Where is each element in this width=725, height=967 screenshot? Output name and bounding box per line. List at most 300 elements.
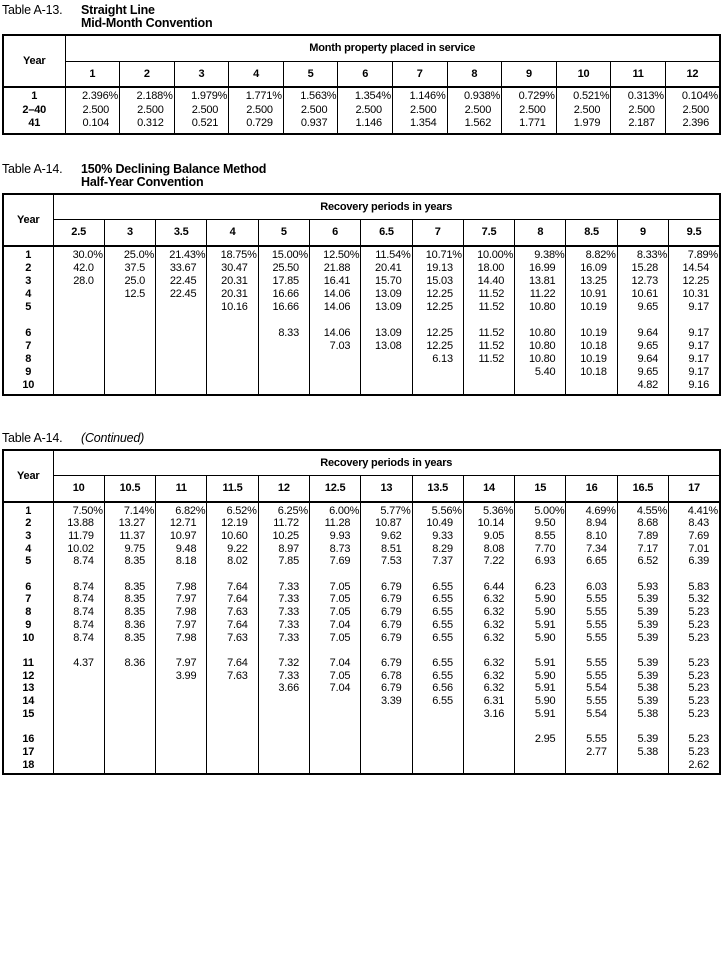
data-cell: 6.25% [258,505,309,518]
data-cell: 11.28 [309,517,360,530]
data-cell: 1.979% [174,90,229,104]
table-row [3,695,720,708]
table-header [3,450,720,502]
data-cell: 18.75% [207,249,258,262]
data-cell: 8.33 [258,327,309,340]
data-cell [309,366,360,379]
data-cell: 7.97 [156,593,207,606]
data-cell: 2.500 [665,104,720,118]
data-cell: 12.25 [412,288,463,301]
data-cell [156,733,207,746]
data-cell [309,708,360,721]
data-cell: 8.43 [669,517,720,530]
data-cell: 7.05 [309,670,360,683]
table-row [3,275,720,288]
data-cell: 6.55 [412,695,463,708]
year-cell: 10 [3,379,53,392]
table-a14 [2,193,721,396]
column-header: 4 [207,220,258,246]
data-cell: 6.52 [617,555,668,568]
table-row [3,746,720,759]
data-cell: 6.79 [361,581,412,594]
table-row [3,517,720,530]
data-cell: 8.74 [53,606,104,619]
column-header: 1 [65,61,120,87]
data-cell: 7.64 [207,619,258,632]
data-cell: 9.17 [669,327,720,340]
data-cell [104,353,155,366]
data-cell: 6.79 [361,682,412,695]
data-cell: 7.63 [207,632,258,645]
data-cell: 9.62 [361,530,412,543]
data-cell: 8.08 [463,543,514,556]
column-header: 16.5 [617,476,668,502]
data-cell: 5.55 [566,657,617,670]
data-cell: 19.13 [412,262,463,275]
data-cell: 7.05 [309,632,360,645]
year-column-header: Year [3,194,53,246]
data-cell: 5.23 [669,632,720,645]
table-a14-continued [2,449,721,776]
data-cell: 7.70 [515,543,566,556]
data-cell: 2.500 [447,104,502,118]
data-cell: 3.16 [463,708,514,721]
year-cell: 2–40 [3,104,65,118]
data-cell: 15.70 [361,275,412,288]
data-cell: 6.13 [412,353,463,366]
data-cell [207,695,258,708]
data-cell: 1.979 [556,117,611,131]
data-cell: 28.0 [53,275,104,288]
column-header: 11 [611,61,666,87]
year-cell: 10 [3,632,53,645]
column-header: 6 [338,61,393,87]
year-cell: 6 [3,327,53,340]
data-cell: 20.31 [207,288,258,301]
data-cell: 7.33 [258,670,309,683]
data-cell [104,759,155,772]
data-cell: 5.40 [515,366,566,379]
data-cell: 5.93 [617,581,668,594]
year-cell: 12 [3,670,53,683]
data-cell: 6.55 [412,581,463,594]
data-cell: 6.55 [412,632,463,645]
column-header: 6 [309,220,360,246]
table-row [3,708,720,721]
data-cell: 12.25 [412,340,463,353]
data-cell: 7.17 [617,543,668,556]
data-cell: 0.729% [502,90,557,104]
column-header: 15 [515,476,566,502]
table-a14-section [2,163,722,396]
year-cell: 1 [3,505,53,518]
year-cell: 4 [3,543,53,556]
data-cell [515,759,566,772]
data-cell: 8.35 [104,632,155,645]
data-cell [309,759,360,772]
year-cell: 3 [3,530,53,543]
data-cell: 10.16 [207,301,258,314]
table-row [3,262,720,275]
table-row [3,593,720,606]
data-cell [412,759,463,772]
data-cell: 8.10 [566,530,617,543]
table-row [3,366,720,379]
data-cell [258,746,309,759]
data-cell [258,708,309,721]
data-cell [104,682,155,695]
year-cell: 8 [3,606,53,619]
data-cell: 1.146% [392,90,447,104]
data-cell: 12.19 [207,517,258,530]
year-cell: 8 [3,353,53,366]
data-cell: 9.64 [617,327,668,340]
data-cell: 6.32 [463,619,514,632]
year-cell: 6 [3,581,53,594]
data-cell: 3.39 [361,695,412,708]
year-cell: 1 [3,249,53,262]
year-cell: 2 [3,517,53,530]
data-cell [412,366,463,379]
data-cell: 4.69% [566,505,617,518]
year-cell: 18 [3,759,53,772]
data-cell: 10.19 [566,301,617,314]
data-cell: 7.33 [258,593,309,606]
data-cell: 12.25 [669,275,720,288]
data-cell [617,759,668,772]
column-header: 8 [515,220,566,246]
table-a14-continued-label: Table A-14. [2,430,63,445]
data-cell: 6.32 [463,682,514,695]
year-cell: 3 [3,275,53,288]
data-cell: 14.06 [309,327,360,340]
data-cell: 2.500 [174,104,229,118]
data-cell: 2.500 [338,104,393,118]
data-cell: 5.90 [515,606,566,619]
data-cell: 1.562 [447,117,502,131]
data-cell: 7.50% [53,505,104,518]
data-cell [53,746,104,759]
table-header [3,35,720,87]
data-cell: 5.23 [669,695,720,708]
spacer-row [3,314,720,327]
data-cell [53,288,104,301]
data-cell: 7.34 [566,543,617,556]
column-header: 3.5 [156,220,207,246]
table-a14-title-line1: 150% Declining Balance Method [81,161,267,176]
data-cell: 4.82 [617,379,668,392]
data-cell: 6.56 [412,682,463,695]
spacer-row [3,771,720,774]
data-cell: 6.79 [361,619,412,632]
data-cell: 6.93 [515,555,566,568]
data-cell: 9.17 [669,366,720,379]
data-cell: 5.23 [669,619,720,632]
data-cell: 5.38 [617,682,668,695]
table-row [3,379,720,392]
data-cell: 13.27 [104,517,155,530]
data-cell: 13.09 [361,288,412,301]
data-cell [258,733,309,746]
table-a14-name [81,163,266,189]
data-cell: 8.51 [361,543,412,556]
data-cell: 5.90 [515,593,566,606]
year-column-header: Year [3,450,53,502]
spacer-row [3,131,720,134]
data-cell: 5.56% [412,505,463,518]
data-cell: 1.563% [283,90,338,104]
data-cell [361,759,412,772]
data-cell: 2.77 [566,746,617,759]
data-cell: 6.32 [463,670,514,683]
data-cell: 7.01 [669,543,720,556]
data-cell: 7.32 [258,657,309,670]
data-cell: 6.79 [361,632,412,645]
data-cell: 5.23 [669,670,720,683]
data-cell: 6.32 [463,606,514,619]
data-cell: 6.23 [515,581,566,594]
data-cell: 8.97 [258,543,309,556]
data-cell: 15.28 [617,262,668,275]
data-cell [258,353,309,366]
data-cell: 7.14% [104,505,155,518]
table-a13-name [81,4,212,30]
data-cell: 12.71 [156,517,207,530]
data-cell: 8.35 [104,555,155,568]
data-cell [104,366,155,379]
data-cell [104,301,155,314]
span-header: Month property placed in service [65,35,720,61]
column-header: 6.5 [361,220,412,246]
data-cell: 5.23 [669,708,720,721]
data-cell: 5.55 [566,606,617,619]
data-cell [53,353,104,366]
table-row [3,90,720,104]
data-cell [156,379,207,392]
data-cell: 2.500 [556,104,611,118]
data-cell: 4.41% [669,505,720,518]
data-cell: 6.79 [361,593,412,606]
column-header: 8 [447,61,502,87]
data-cell: 8.33% [617,249,668,262]
data-cell: 7.69 [669,530,720,543]
data-cell: 7.64 [207,581,258,594]
data-cell: 12.5 [104,288,155,301]
data-cell: 0.521% [556,90,611,104]
data-cell: 7.85 [258,555,309,568]
data-cell: 25.0 [104,275,155,288]
column-header: 2 [120,61,175,87]
data-cell: 6.55 [412,606,463,619]
data-cell: 4.37 [53,657,104,670]
data-cell: 6.79 [361,606,412,619]
data-cell: 8.02 [207,555,258,568]
table-row [3,505,720,518]
data-cell: 14.40 [463,275,514,288]
data-cell: 7.04 [309,657,360,670]
data-cell: 11.72 [258,517,309,530]
data-cell: 11.54% [361,249,412,262]
column-header: 12 [665,61,720,87]
data-cell: 8.74 [53,555,104,568]
spacer-row [3,720,720,733]
data-cell: 5.00% [515,505,566,518]
data-cell: 2.396% [65,90,120,104]
data-cell: 1.354 [392,117,447,131]
column-header: 9 [502,61,557,87]
table-row [3,353,720,366]
data-cell: 10.18 [566,340,617,353]
data-cell: 8.74 [53,619,104,632]
data-cell [156,327,207,340]
data-cell [207,708,258,721]
data-cell: 10.19 [566,353,617,366]
data-cell: 7.04 [309,619,360,632]
data-cell [412,379,463,392]
data-cell [515,746,566,759]
data-cell [361,708,412,721]
year-cell: 7 [3,593,53,606]
data-cell [156,695,207,708]
data-cell [53,340,104,353]
data-cell: 16.66 [258,301,309,314]
data-cell: 5.39 [617,657,668,670]
data-cell: 16.09 [566,262,617,275]
data-cell: 6.39 [669,555,720,568]
data-cell: 5.55 [566,632,617,645]
data-cell: 5.55 [566,695,617,708]
column-header: 9 [617,220,668,246]
span-header: Recovery periods in years [53,194,720,220]
data-cell: 18.00 [463,262,514,275]
table-a14-title [2,163,722,189]
data-cell: 2.500 [392,104,447,118]
data-cell [156,708,207,721]
data-cell: 0.521 [174,117,229,131]
data-cell: 6.55 [412,593,463,606]
spacer-row [3,568,720,581]
data-cell: 6.32 [463,593,514,606]
data-cell: 6.65 [566,555,617,568]
data-cell [156,682,207,695]
column-header: 7.5 [463,220,514,246]
column-header: 8.5 [566,220,617,246]
data-cell: 7.97 [156,657,207,670]
data-cell [207,746,258,759]
data-cell [53,759,104,772]
table-a13-title [2,4,722,30]
data-cell: 9.75 [104,543,155,556]
data-cell: 5.39 [617,606,668,619]
column-header: 9.5 [669,220,720,246]
spacer-row [3,644,720,657]
data-cell [104,708,155,721]
data-cell [412,708,463,721]
column-header: 13.5 [412,476,463,502]
data-cell: 2.500 [611,104,666,118]
data-cell: 7.37 [412,555,463,568]
year-cell: 2 [3,262,53,275]
data-cell: 5.23 [669,606,720,619]
data-cell [53,733,104,746]
year-cell: 13 [3,682,53,695]
data-cell [566,379,617,392]
data-cell: 5.23 [669,733,720,746]
table-row [3,606,720,619]
data-cell: 9.65 [617,301,668,314]
data-cell: 7.89% [669,249,720,262]
data-cell: 5.39 [617,670,668,683]
data-cell: 6.78 [361,670,412,683]
data-cell: 9.05 [463,530,514,543]
data-cell: 11.52 [463,353,514,366]
data-cell: 25.50 [258,262,309,275]
data-cell: 1.771% [229,90,284,104]
year-cell: 41 [3,117,65,131]
data-cell [53,682,104,695]
data-cell: 12.25 [412,301,463,314]
data-cell: 13.08 [361,340,412,353]
data-cell [104,746,155,759]
data-cell: 8.29 [412,543,463,556]
column-header: 3 [104,220,155,246]
data-cell: 14.06 [309,301,360,314]
data-cell: 13.09 [361,327,412,340]
data-cell: 8.82% [566,249,617,262]
table-a14-continued-section [2,432,722,776]
data-cell [515,379,566,392]
data-cell: 16.66 [258,288,309,301]
data-cell: 5.90 [515,632,566,645]
year-cell: 1 [3,90,65,104]
data-cell: 5.55 [566,733,617,746]
table-a13-label: Table A-13. [2,3,63,17]
year-cell: 5 [3,555,53,568]
data-cell: 13.88 [53,517,104,530]
data-cell: 7.33 [258,581,309,594]
data-cell: 9.16 [669,379,720,392]
data-cell: 5.38 [617,708,668,721]
data-cell: 5.90 [515,695,566,708]
data-cell: 3.99 [156,670,207,683]
column-header: 17 [669,476,720,502]
data-cell: 8.35 [104,581,155,594]
data-cell: 9.64 [617,353,668,366]
data-cell: 10.80 [515,353,566,366]
data-cell: 9.65 [617,366,668,379]
data-cell: 0.313% [611,90,666,104]
year-cell: 16 [3,733,53,746]
data-cell: 14.54 [669,262,720,275]
data-cell [258,759,309,772]
data-cell [104,670,155,683]
data-cell: 11.52 [463,327,514,340]
data-cell: 5.39 [617,619,668,632]
data-cell: 5.39 [617,593,668,606]
data-cell [463,746,514,759]
data-cell [104,379,155,392]
data-cell: 6.31 [463,695,514,708]
data-cell: 7.69 [309,555,360,568]
data-cell: 9.38% [515,249,566,262]
data-cell: 5.39 [617,733,668,746]
data-cell: 7.33 [258,619,309,632]
data-cell: 9.50 [515,517,566,530]
data-cell: 7.05 [309,593,360,606]
data-cell: 0.729 [229,117,284,131]
data-cell: 11.52 [463,288,514,301]
data-cell: 6.00% [309,505,360,518]
